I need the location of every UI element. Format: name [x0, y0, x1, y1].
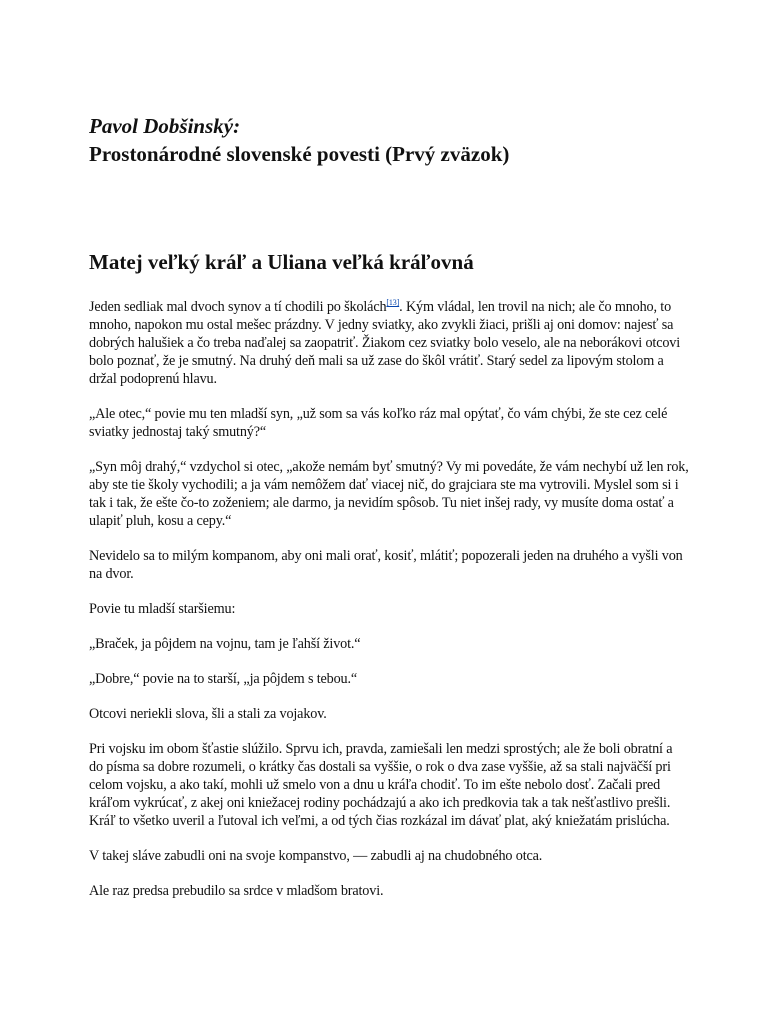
paragraph: Povie tu mladší staršiemu:: [89, 601, 236, 617]
document-page: [89, 112, 689, 917]
paragraph: „Syn môj drahý,“ vzdychol si otec, „akože nemám byť smutný? Vy mi povedáte, že vám nechybí už len rok, aby ste tie školy vychodili; a ja vám nemôžem dať viacej nič, do grajciara ste ma vytrovili. Myslel som si i tak i tak, že ešte čo-to zoženiem; ale darmo, ja nevidím spôsob. Tu niet inšej rady, vy musíte doma ostať a ulapiť pluh, kosu a cepy.“: [89, 459, 689, 529]
paragraph: [89, 298, 689, 388]
story-title: Matej veľký kráľ a Uliana veľká kráľovná: [89, 250, 474, 274]
story-body: [89, 298, 689, 900]
paragraph: „Dobre,“ povie na to starší, „ja pôjdem s tebou.“: [89, 671, 358, 687]
paragraph: V takej sláve zabudli oni na svoje kompanstvo, — zabudli aj na chudobného otca.: [89, 848, 543, 864]
paragraph: „Braček, ja pôjdem na vojnu, tam je ľahší život.“: [89, 636, 361, 652]
paragraph: Otcovi neriekli slova, šli a stali za vojakov.: [89, 706, 327, 722]
paragraph: Pri vojsku im obom šťastie slúžilo. Sprvu ich, pravda, zamiešali len medzi sprostých; ale že boli obratní a do písma sa dobre rozumeli, o krátky čas dostali sa vyššie, o rok o dva zase vyššie, až sa stali najväčší pri celom vojsku, a ako takí, mohli už smelo von a dnu u kráľa chodiť. To im ešte nebolo dosť. Začali pred kráľom vykrúcať, z akej oni kniežacej rodiny pochádzajú a ako ich predkovia tak a tak nešťastlivo prešli. Kráľ to všetko uveril a ľutoval ich veľmi, a od tých čias rozkázal im dávať plat, aký kniežatám prislúcha.: [89, 741, 673, 829]
paragraph-text: . Kým vládal, len trovil na nich; ale čo mnoho, to mnoho, napokon mu ostal mešec prázdny. V jedny sviatky, ako zvykli žiaci, prišli aj oni domov: najesť sa dobrých halušiek a čo treba naďalej sa zaopatriť. Žiakom cez sviatky bolo veselo, ale na neborákovi otcovi bolo poznať, že je smutný. Na druhý deň mali sa už zase do škôl vrátiť. Starý sedel za lipovým stolom a držal podoprenú hlavu.: [89, 299, 681, 387]
footnote-link[interactable]: [13]: [386, 298, 400, 307]
author-name: Pavol Dobšinský:: [89, 114, 241, 138]
paragraph: Ale raz predsa prebudilo sa srdce v mladšom bratovi.: [89, 883, 384, 899]
book-title: Prostonárodné slovenské povesti (Prvý zväzok): [89, 142, 510, 166]
paragraph: Nevidelo sa to milým kompanom, aby oni mali orať, kosiť, mlátiť; popozerali jeden na druhého a vyšli von na dvor.: [89, 548, 683, 582]
paragraph-text: Jeden sedliak mal dvoch synov a tí chodili po školách: [89, 299, 387, 315]
paragraph: „Ale otec,“ povie mu ten mladší syn, „už som sa vás koľko ráz mal opýtať, čo vám chýbi, že ste cez celé sviatky jednostaj taký smutný?“: [89, 406, 668, 440]
